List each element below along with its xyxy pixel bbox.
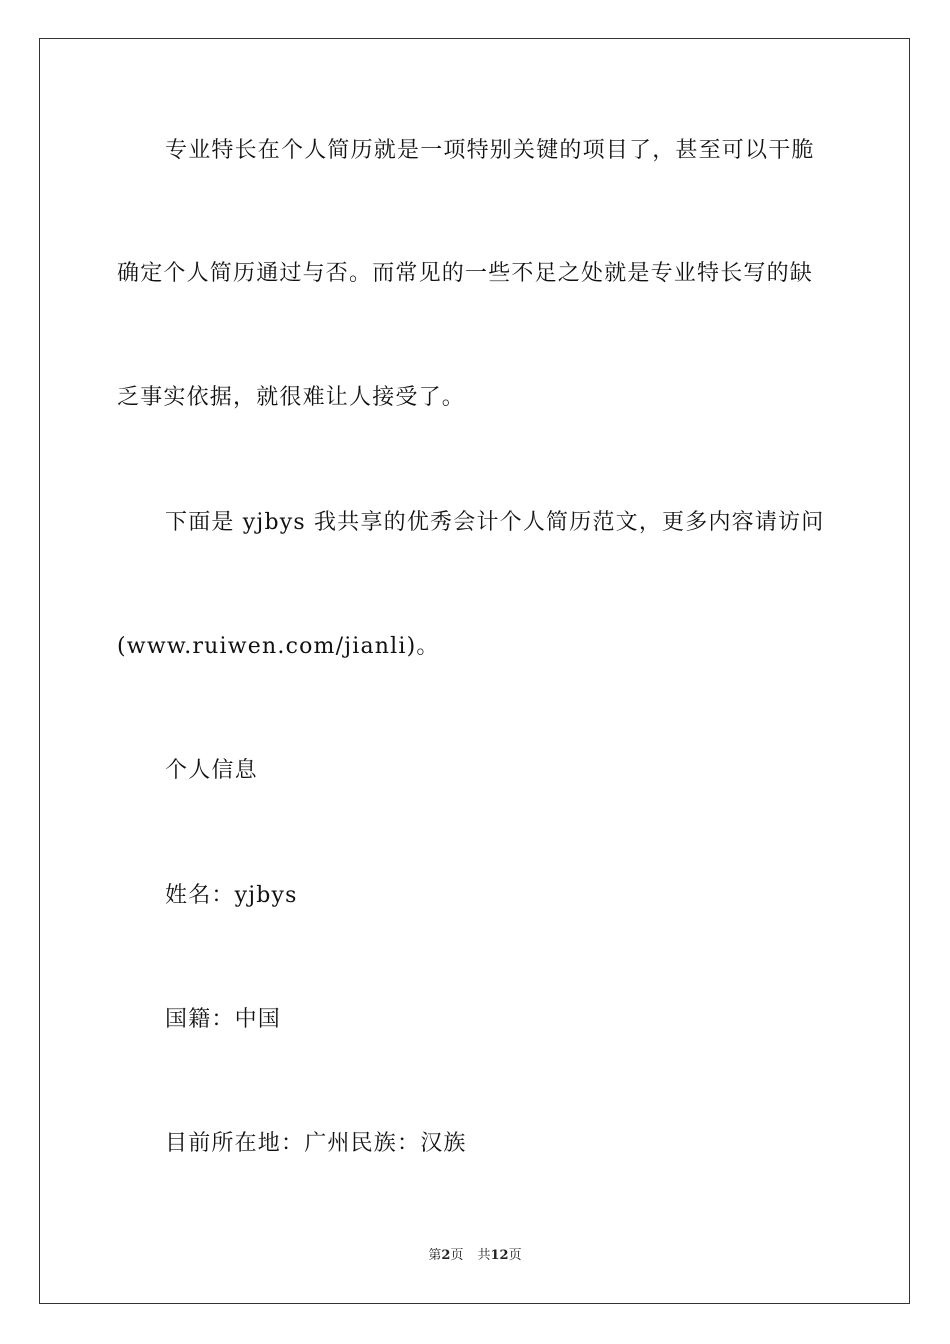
total-prefix: 共 [477,1248,491,1263]
section-title: 个人信息 [165,758,258,783]
paragraph-1-line-3: 乏事实依据，就很难让人接受了。 [117,385,466,410]
paragraph-1-line-2: 确定个人简历通过与否。而常见的一些不足之处就是专业特长写的缺 [117,261,814,286]
page-prefix: 第 [428,1248,442,1263]
page-footer [0,1247,950,1265]
paragraph-2-line-2: (www.ruiwen.com/jianli)。 [117,634,440,659]
total-suffix: 页 [508,1248,522,1263]
paragraph-1-line-1: 专业特长在个人简历就是一项特别关键的项目了，甚至可以干脆 [165,138,815,163]
total-pages: 12 [490,1248,509,1263]
page-suffix: 页 [450,1248,464,1263]
field-name: 姓名：yjbys [165,883,298,908]
field-nationality: 国籍：中国 [165,1007,282,1032]
field-location: 目前所在地：广州民族：汉族 [165,1131,467,1156]
page-number: 2 [441,1248,451,1263]
paragraph-2-line-1: 下面是 yjbys 我共享的优秀会计个人简历范文，更多内容请访问 [165,510,825,535]
page-border [39,38,910,1304]
